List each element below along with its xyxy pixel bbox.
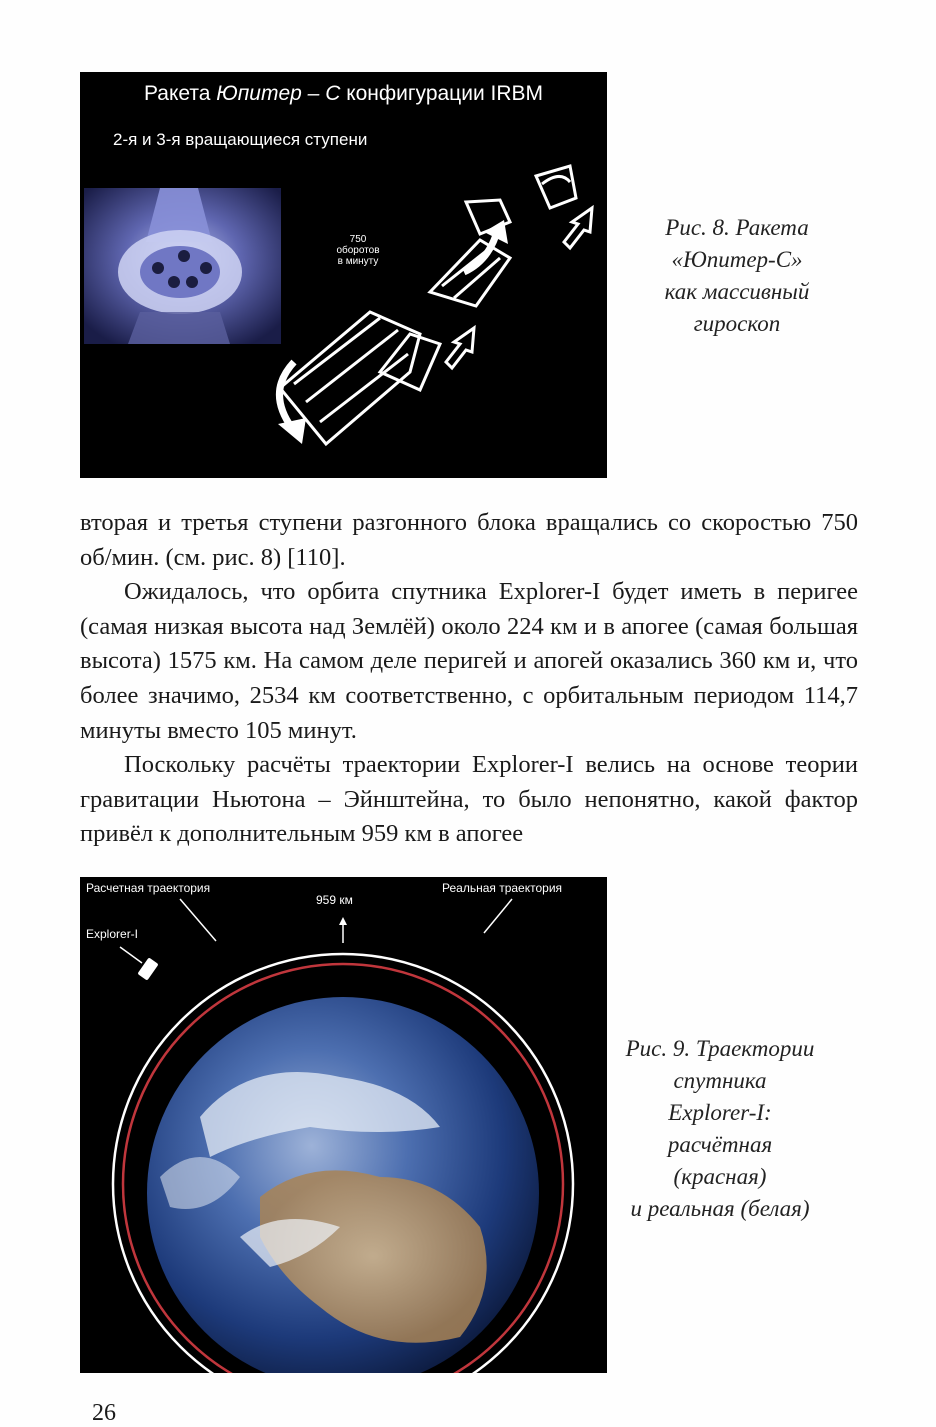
paragraph: вторая и третья ступени разгонного блока вращались со скоростью 750 об/мин. (см. рис. 8) [110]. — [80, 509, 858, 571]
satellite-icon — [137, 957, 158, 980]
rpm-label: 750 оборотов в минуту — [336, 234, 380, 267]
satellite-label: Explorer-I — [86, 927, 139, 941]
body-text — [80, 506, 858, 852]
figure-8-subtitle: 2-я и 3-я вращающиеся ступени — [113, 130, 368, 149]
figure-8-caption: Рис. 8. Ракета «Юпитер-С» как массивный гироскоп — [664, 215, 810, 336]
figure-8-image — [80, 72, 607, 478]
figure-9-graphics — [80, 877, 607, 1373]
rocket-stages-drawing — [280, 166, 576, 444]
real-trajectory-label: Реальная траектория — [442, 881, 563, 895]
paragraph: Ожидалось, что орбита спутника Explorer-I будет иметь в перигее (самая низкая высота над Землёй) около 224 км и в апогее (самая большая высота) 1575 км. На самом деле перигей и апогей оказались 360 км и, что более значимо, 2534 км соответственно, с орбитальным периодом 114,7 минуты вместо 105 минут. — [80, 578, 858, 744]
figure-9-caption: Рис. 9. Траектории спутника Explorer-I: расчётная (красная) и реальная (белая) — [625, 1036, 815, 1221]
difference-label: 959 км — [316, 893, 353, 907]
direction-arrow-icon — [446, 328, 474, 368]
page-number: 26 — [92, 1400, 116, 1426]
figure-9-image — [80, 877, 607, 1373]
figure-8-title: Ракета Юпитер – С конфигурации IRBM — [143, 82, 544, 105]
calculated-trajectory-label: Расчетная траектория — [86, 881, 211, 895]
paragraph: Поскольку расчёты траектории Explorer-I велись на основе теории гравитации Ньютона – Эйнштейна, то было непонятно, какой фактор привёл к дополнительным 959 км в апогее — [80, 751, 858, 848]
direction-arrow-icon — [564, 208, 592, 248]
